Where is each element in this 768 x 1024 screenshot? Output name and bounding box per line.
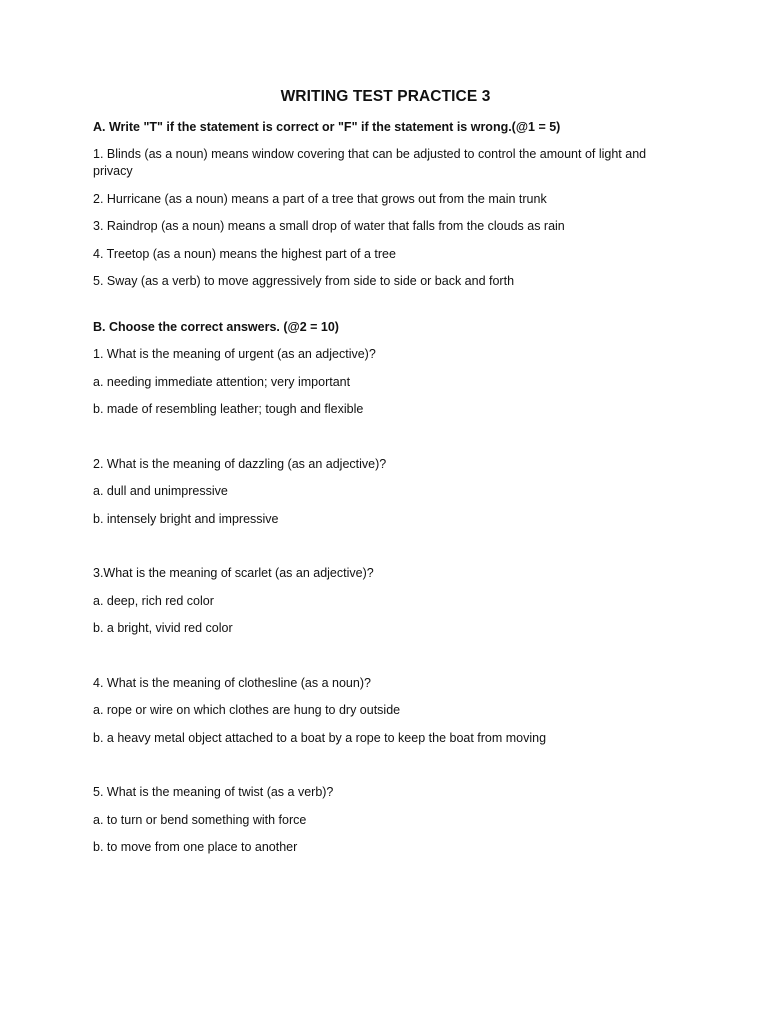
question-block xyxy=(93,456,678,528)
answer-option-b: b. intensely bright and impressive xyxy=(93,511,279,526)
answer-option-a: a. rope or wire on which clothes are hung to dry outside xyxy=(93,703,401,717)
statement-item: 1. Blinds (as a noun) means window covering that can be adjusted to control the amount of light and privacy xyxy=(93,147,647,178)
question-text: 2. What is the meaning of dazzling (as an adjective)? xyxy=(93,456,387,471)
document-title: WRITING TEST PRACTICE 3 xyxy=(280,88,491,105)
statement-item: 3. Raindrop (as a noun) means a small drop of water that falls from the clouds as rain xyxy=(93,219,565,233)
statement-item: 4. Treetop (as a noun) means the highest part of a tree xyxy=(93,246,396,261)
answer-option-a: a. deep, rich red color xyxy=(93,593,214,608)
question-text: 3.What is the meaning of scarlet (as an adjective)? xyxy=(93,566,374,580)
question-block xyxy=(93,784,678,856)
question-block xyxy=(93,346,678,418)
spacer xyxy=(93,538,678,565)
answer-option-a: a. to turn or bend something with force xyxy=(93,812,307,827)
question-text: 1. What is the meaning of urgent (as an adjective)? xyxy=(93,347,376,361)
question-block xyxy=(93,565,678,637)
section-a xyxy=(93,120,678,290)
answer-option-a: a. needing immediate attention; very important xyxy=(93,374,351,389)
answer-option-b: b. made of resembling leather; tough and flexible xyxy=(93,402,364,416)
section-a-heading: A. Write "T" if the statement is correct or "F" if the statement is wrong.(@1 = 5) xyxy=(93,120,561,134)
statement-item: 2. Hurricane (as a noun) means a part of a tree that grows out from the main trunk xyxy=(93,191,547,206)
section-b xyxy=(93,320,678,856)
question-text: 4. What is the meaning of clothesline (as a noun)? xyxy=(93,675,371,690)
answer-option-b: b. a bright, vivid red color xyxy=(93,621,233,635)
answer-option-b: b. a heavy metal object attached to a boat by a rope to keep the boat from moving xyxy=(93,730,547,745)
spacer xyxy=(93,757,678,784)
answer-option-b: b. to move from one place to another xyxy=(93,840,298,854)
spacer xyxy=(93,648,678,675)
answer-option-a: a. dull and unimpressive xyxy=(93,484,228,498)
section-b-heading: B. Choose the correct answers. (@2 = 10) xyxy=(93,320,339,334)
question-block xyxy=(93,675,678,747)
statement-item: 5. Sway (as a verb) to move aggressively from side to side or back and forth xyxy=(93,274,515,288)
spacer xyxy=(93,429,678,456)
question-text: 5. What is the meaning of twist (as a verb)? xyxy=(93,785,334,799)
